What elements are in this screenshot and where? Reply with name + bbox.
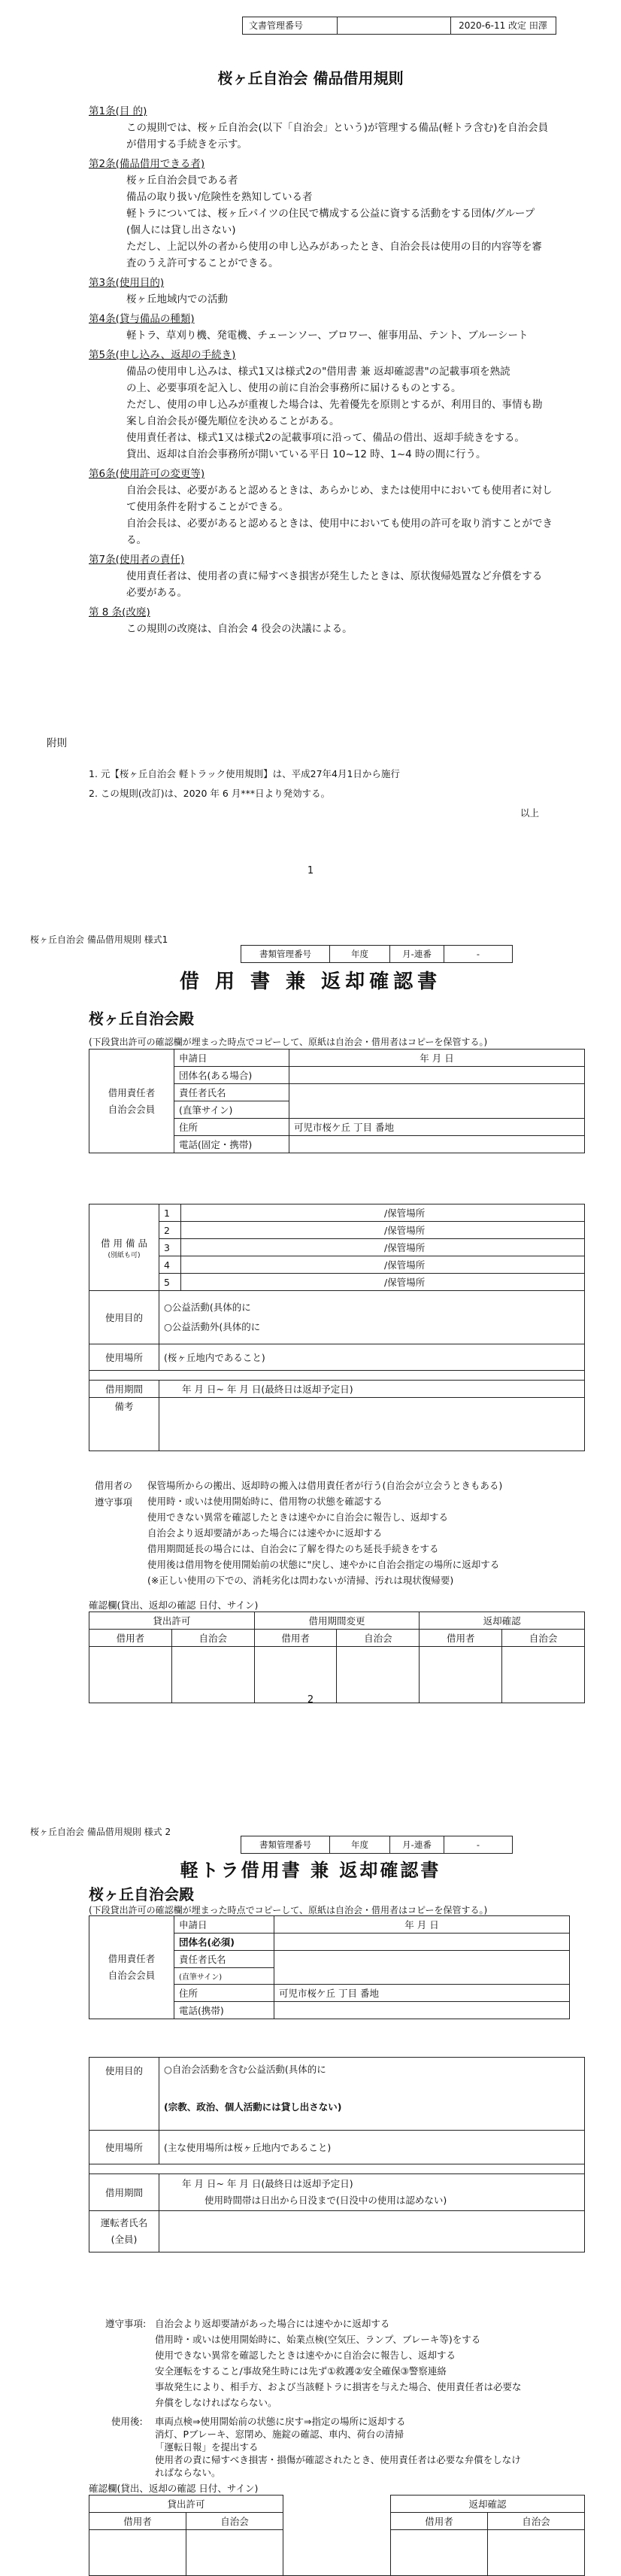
applicant-label xyxy=(89,1916,174,2019)
rule-line: 自治会より返却要請があった場合には速やかに返却する xyxy=(147,1527,383,1539)
article-heading: 第6条(使用許可の変更等) xyxy=(89,468,205,480)
article-line: 査のうえ許可することができる。 xyxy=(126,257,279,269)
article-line: 使用責任者は、使用者の責に帰すべき損害が発生したときは、原状復帰処置など弁償をする xyxy=(126,570,543,582)
rule-line: 事故発生により、相手方、および当該軽トラに損害を与えた場合、使用責任者は必要な xyxy=(155,2381,522,2392)
mgmt-year: 年度 xyxy=(330,1836,390,1853)
purpose-label: 使用目的 xyxy=(89,1291,159,1344)
mgmt-serial: 月-連番 xyxy=(390,946,444,962)
copy-note: (下段貸出許可の確認欄が埋まった時点でコピーして、原紙は自治会・借用者はコピーを保管する。) xyxy=(89,1905,488,1915)
article-line: 使用責任者は、様式1又は様式2の記載事項に沿って、備品の借出、返却手続きをする。 xyxy=(126,432,525,444)
article-line: この規則の改廃は、自治会 4 役会の決議による。 xyxy=(126,623,353,635)
confirm-gap xyxy=(283,2513,391,2530)
purpose-label: 使用目的 xyxy=(89,2058,159,2131)
article-heading: 第5条(申し込み、返却の手続き) xyxy=(89,349,236,361)
group-name-field[interactable] xyxy=(274,1934,570,1951)
group-name-field[interactable] xyxy=(289,1067,585,1084)
page-number-1: 1 xyxy=(307,865,314,876)
copy-note: (下段貸出許可の確認欄が埋まった時点でコピーして、原紙は自治会・借用者はコピーを保管する。) xyxy=(89,1037,488,1047)
form-title: 借 用 書 兼 返却確認書 xyxy=(179,971,442,993)
article-line: の上、必要事項を記入し、使用の前に自治会事務所に届けるものとする。 xyxy=(126,382,462,394)
items-table xyxy=(89,1204,585,1451)
sign-cell[interactable] xyxy=(89,2530,186,2576)
article-line: 自治会長は、必要があると認めるときは、使用中においても使用の許可を取り消すことができ xyxy=(126,518,553,530)
confirm-group-return: 返却確認 xyxy=(420,1612,585,1630)
applicant-label-2: 自治会会員 xyxy=(108,1103,156,1115)
col-borrower: 借用者 xyxy=(89,2513,186,2530)
spacer xyxy=(89,1371,585,1381)
field-label: (直筆サイン) xyxy=(174,1968,274,1985)
article-line: 貸出、返却は自治会事務所が開いている平日 10~12 時、1~4 時の間に行う。 xyxy=(126,448,486,460)
return-rule-line: ればならない。 xyxy=(155,2467,221,2478)
article-line: が借用する手続きを示す。 xyxy=(126,138,247,150)
field-label: 住所 xyxy=(174,1119,289,1136)
col-borrower: 借用者 xyxy=(391,2513,488,2530)
page-3 xyxy=(0,1776,621,2558)
article-line: ただし、上記以外の者から使用の申し込みがあったとき、自治会長は使用の目的内容等を審 xyxy=(126,241,542,253)
rule-line: 使用時・或いは使用開始時に、借用物の状態を確認する xyxy=(147,1496,383,1507)
item-no: 3 xyxy=(159,1239,181,1256)
article-line: 備品の使用申し込みは、様式1又は様式2の"借用書 兼 返却確認書"の記載事項を熟読 xyxy=(126,366,510,378)
period-value: 年 月 日~ 年 月 日(最終日は返却予定日) xyxy=(182,2178,353,2189)
item-field-1[interactable]: /保管場所 xyxy=(181,1204,585,1222)
article-heading: 第2条(備品借用できる者) xyxy=(89,158,205,170)
page-2 xyxy=(0,888,621,1776)
item-field-2[interactable]: /保管場所 xyxy=(181,1222,585,1239)
confirm-group-change: 借用期間変更 xyxy=(254,1612,420,1630)
article-heading: 第3条(使用目的) xyxy=(89,277,165,289)
item-field-3[interactable]: /保管場所 xyxy=(181,1239,585,1256)
phone-field[interactable] xyxy=(274,2002,570,2019)
return-rule-line: 車両点検⇒使用開始前の状態に戻す⇒指定の場所に返却する xyxy=(155,2416,406,2427)
purpose-field[interactable] xyxy=(159,2058,585,2131)
field-label: 責任者氏名 xyxy=(174,1951,274,1968)
rule-line: 自治会より返却要請があった場合には速やかに返却する xyxy=(155,2318,390,2329)
purpose-option-other[interactable]: ○公益活動外(具体的に xyxy=(164,1321,261,1332)
rule-line: 安全運転をすること/事故発生時には先ず①救護②安全確保③警察連絡 xyxy=(155,2365,447,2377)
purpose-field[interactable] xyxy=(159,1291,585,1344)
article-line: 軽トラ、草刈り機、発電機、チェーンソー、ブロワー、催事用品、テント、ブルーシート xyxy=(126,330,529,342)
sign-cell[interactable] xyxy=(391,2530,488,2576)
mgmt-dash: - xyxy=(476,949,480,959)
management-number-box xyxy=(241,1836,513,1854)
revision-date: 2020-6-11 改定 田澤 xyxy=(459,20,547,31)
driver-field[interactable] xyxy=(159,2211,585,2252)
application-date-field[interactable]: 年 月 日 xyxy=(274,1916,570,1934)
field-label: 団体名(必須) xyxy=(174,1934,274,1951)
applicant-label-1: 借用責任者 xyxy=(108,1086,156,1098)
rule-line: 使用できない異常を確認したときは速やかに自治会に報告し、返却する xyxy=(147,1511,449,1523)
form-small-header: 桜ヶ丘自治会 備品借用規則 様式1 xyxy=(30,934,168,945)
field-label: 責任者氏名 xyxy=(174,1084,289,1101)
address-field[interactable]: 可児市桜ケ丘 丁目 番地 xyxy=(289,1119,585,1136)
period-field[interactable] xyxy=(159,2174,585,2211)
confirm-label: 確認欄(貸出、返却の確認 日付、サイン) xyxy=(89,1599,259,1611)
rules-label: 遵守事項: xyxy=(105,2318,147,2329)
end-mark: 以上 xyxy=(520,807,540,819)
purpose-line-1: ○自治会活動を含む公益活動(具体的に xyxy=(164,2064,326,2075)
applicant-label-1: 借用責任者 xyxy=(108,1953,156,1964)
article-line: て使用条件を附することができる。 xyxy=(126,501,289,513)
sign-cell[interactable] xyxy=(488,2530,585,2576)
confirm-label: 確認欄(貸出、返却の確認 日付、サイン) xyxy=(89,2483,259,2494)
rule-line: 借用時・或いは使用開始時に、始業点検(空気圧、ランプ、ブレーキ等)をする xyxy=(155,2334,481,2345)
mgmt-label: 書類管理番号 xyxy=(241,946,330,962)
document-header-box xyxy=(242,17,556,35)
applicant-table xyxy=(89,1049,585,1153)
doc-number-value[interactable] xyxy=(338,17,451,34)
col-association: 自治会 xyxy=(337,1630,420,1647)
rule-line: 保管場所からの搬出、返却時の搬入は借用責任者が行う(自治会が立会うときもある) xyxy=(147,1480,503,1491)
page-number-2: 2 xyxy=(307,1694,314,1706)
return-rule-line: 「運転日報」を提出する xyxy=(155,2441,259,2453)
field-label: 電話(固定・携帯) xyxy=(174,1136,289,1153)
article-heading: 第7条(使用者の責任) xyxy=(89,554,185,566)
article-line: ただし、使用の申し込みが重複した場合は、先着優先を原則とするが、利用目的、事情も勘 xyxy=(126,399,543,411)
period-field[interactable]: 年 月 日~ 年 月 日(最終日は返却予定日) xyxy=(159,1381,585,1398)
items-label-main: 借 用 備 品 xyxy=(101,1237,147,1249)
col-association: 自治会 xyxy=(171,1630,254,1647)
article-heading: 第4条(貸与備品の種類) xyxy=(89,313,195,325)
supplement-line-1: 1. 元【桜ヶ丘自治会 軽トラック使用規則】は、平成27年4月1日から施行 xyxy=(89,768,400,779)
item-no: 2 xyxy=(159,1222,181,1239)
page-title: 桜ヶ丘自治会 備品借用規則 xyxy=(217,69,404,87)
article-line: (個人には貸し出さない) xyxy=(126,224,236,236)
supplement-line-2: 2. この規則(改訂)は、2020 年 6 月***日より発効する。 xyxy=(89,788,331,799)
driver-label-2: (全員) xyxy=(111,2234,138,2245)
period-hours: 使用時間帯は日出から日没まで(日没中の使用は認めない) xyxy=(204,2195,447,2206)
place-field[interactable]: (桜ヶ丘地内であること) xyxy=(159,1344,585,1371)
purpose-option-public[interactable]: ○公益活動(具体的に xyxy=(164,1302,251,1313)
article-line: 必要がある。 xyxy=(126,587,187,599)
rules-label-2: 遵守事項 xyxy=(95,1496,133,1508)
field-label: 申請日 xyxy=(174,1916,274,1934)
col-borrower: 借用者 xyxy=(89,1630,172,1647)
form-title: 軽トラ借用書 兼 返却確認書 xyxy=(180,1860,441,1881)
address-field[interactable]: 可児市桜ケ丘 丁目 番地 xyxy=(274,1985,570,2002)
usage-table xyxy=(89,2057,585,2252)
page-1 xyxy=(0,0,621,888)
sign-cell[interactable] xyxy=(186,2530,283,2576)
applicant-table xyxy=(89,1915,570,2019)
addressee: 桜ヶ丘自治会殿 xyxy=(89,1885,194,1903)
spacer xyxy=(89,2164,585,2174)
place-label: 使用場所 xyxy=(89,2131,159,2164)
article-line: 案し自治会長が優先順位を決めることがある。 xyxy=(126,415,340,427)
period-label: 借用期間 xyxy=(89,1381,159,1398)
responsible-name-field[interactable] xyxy=(274,1951,570,1985)
col-borrower: 借用者 xyxy=(420,1630,502,1647)
confirm-group-lend: 貸出許可 xyxy=(89,1612,255,1630)
mgmt-label: 書類管理番号 xyxy=(241,1836,330,1853)
item-field-5[interactable]: /保管場所 xyxy=(181,1274,585,1291)
return-rule-line: 使用者の責に帰すべき損害・損傷が確認されたとき、使用責任者は必要な弁償をしなけ xyxy=(155,2454,521,2465)
doc-number-label: 文書管理番号 xyxy=(243,17,338,34)
purpose-line-2: (宗教、政治、個人活動には貸し出さない) xyxy=(164,2101,342,2113)
confirm-gap xyxy=(283,2530,391,2576)
rules-label-1: 借用者の xyxy=(95,1480,133,1491)
field-label: 住所 xyxy=(174,1985,274,2002)
return-rule-line: 消灯、Pブレーキ、窓閉め、施錠の確認、車内、荷台の清掃 xyxy=(155,2429,404,2440)
applicant-label xyxy=(89,1050,174,1153)
remarks-field[interactable] xyxy=(159,1398,585,1451)
mgmt-year: 年度 xyxy=(330,946,390,962)
col-association: 自治会 xyxy=(186,2513,283,2530)
article-line: 自治会長は、必要があると認めるときは、あらかじめ、または使用中においても使用者に対し xyxy=(126,485,553,497)
rule-line: 借用期間延長の場合には、自治会に了解を得たのち延長手続きをする xyxy=(147,1543,439,1554)
article-heading: 第 8 条(改廃) xyxy=(89,606,150,618)
col-borrower: 借用者 xyxy=(254,1630,337,1647)
return-label: 使用後: xyxy=(111,2416,143,2427)
article-heading: 第1条(目 的) xyxy=(89,105,147,117)
field-label: (直筆サイン) xyxy=(174,1101,289,1119)
item-no: 1 xyxy=(159,1204,181,1222)
field-label: 団体名(ある場合) xyxy=(174,1067,289,1084)
field-label: 電話(携帯) xyxy=(174,2002,274,2019)
responsible-name-field[interactable] xyxy=(289,1084,585,1119)
confirm-gap xyxy=(283,2496,391,2513)
rule-line: (※正しい使用の下での、消耗劣化は問わないが清掃、汚れは現状復帰要) xyxy=(147,1575,454,1586)
driver-label xyxy=(89,2211,159,2252)
item-no: 4 xyxy=(159,1256,181,1274)
items-label xyxy=(89,1204,159,1291)
supplement-label: 附則 xyxy=(47,737,67,749)
rule-line: 使用できない異常を確認したときは速やかに自治会に報告し、返却する xyxy=(155,2350,456,2361)
item-field-4[interactable]: /保管場所 xyxy=(181,1256,585,1274)
place-field[interactable]: (主な使用場所は桜ヶ丘地内であること) xyxy=(159,2131,585,2164)
field-label: 申請日 xyxy=(174,1050,289,1067)
applicant-label-2: 自治会会員 xyxy=(108,1970,156,1981)
mgmt-serial: 月-連番 xyxy=(390,1836,444,1853)
article-line: 備品の取り扱い/危険性を熟知している者 xyxy=(126,191,313,203)
mgmt-dash: - xyxy=(476,1839,480,1850)
article-line: この規則では、桜ヶ丘自治会(以下「自治会」という)が管理する備品(軽トラ含む)を自治会員 xyxy=(126,122,549,134)
confirm-group-return: 返却確認 xyxy=(391,2496,585,2513)
items-label-sub: (別紙も可) xyxy=(108,1251,141,1259)
driver-label-1: 運転者氏名 xyxy=(100,2217,148,2228)
confirm-table xyxy=(89,2495,585,2576)
confirm-group-lend: 貸出許可 xyxy=(89,2496,283,2513)
period-label: 借用期間 xyxy=(89,2174,159,2211)
addressee: 桜ヶ丘自治会殿 xyxy=(89,1010,194,1028)
management-number-box xyxy=(241,945,513,963)
col-association: 自治会 xyxy=(488,2513,585,2530)
form-small-header: 桜ヶ丘自治会 備品借用規則 様式 2 xyxy=(30,1827,171,1837)
rule-line: 使用後は借用物を使用開始前の状態に"戻し、速やかに自治会指定の場所に返却する xyxy=(147,1559,500,1570)
article-line: 桜ヶ丘自治会員である者 xyxy=(126,175,238,187)
place-label: 使用場所 xyxy=(89,1344,159,1371)
rule-line: 弁償をしなければならない。 xyxy=(155,2397,277,2408)
remarks-label: 備考 xyxy=(89,1398,159,1451)
article-line: 桜ヶ丘地域内での活動 xyxy=(126,293,228,305)
phone-field[interactable] xyxy=(289,1136,585,1153)
article-line: 軽トラについては、桜ヶ丘パイツの住民で構成する公益に資する活動をする団体/グループ xyxy=(126,208,535,220)
col-association: 自治会 xyxy=(502,1630,585,1647)
application-date-field[interactable]: 年 月 日 xyxy=(289,1050,585,1067)
confirm-table xyxy=(89,1612,585,1703)
article-line: る。 xyxy=(126,534,147,546)
item-no: 5 xyxy=(159,1274,181,1291)
